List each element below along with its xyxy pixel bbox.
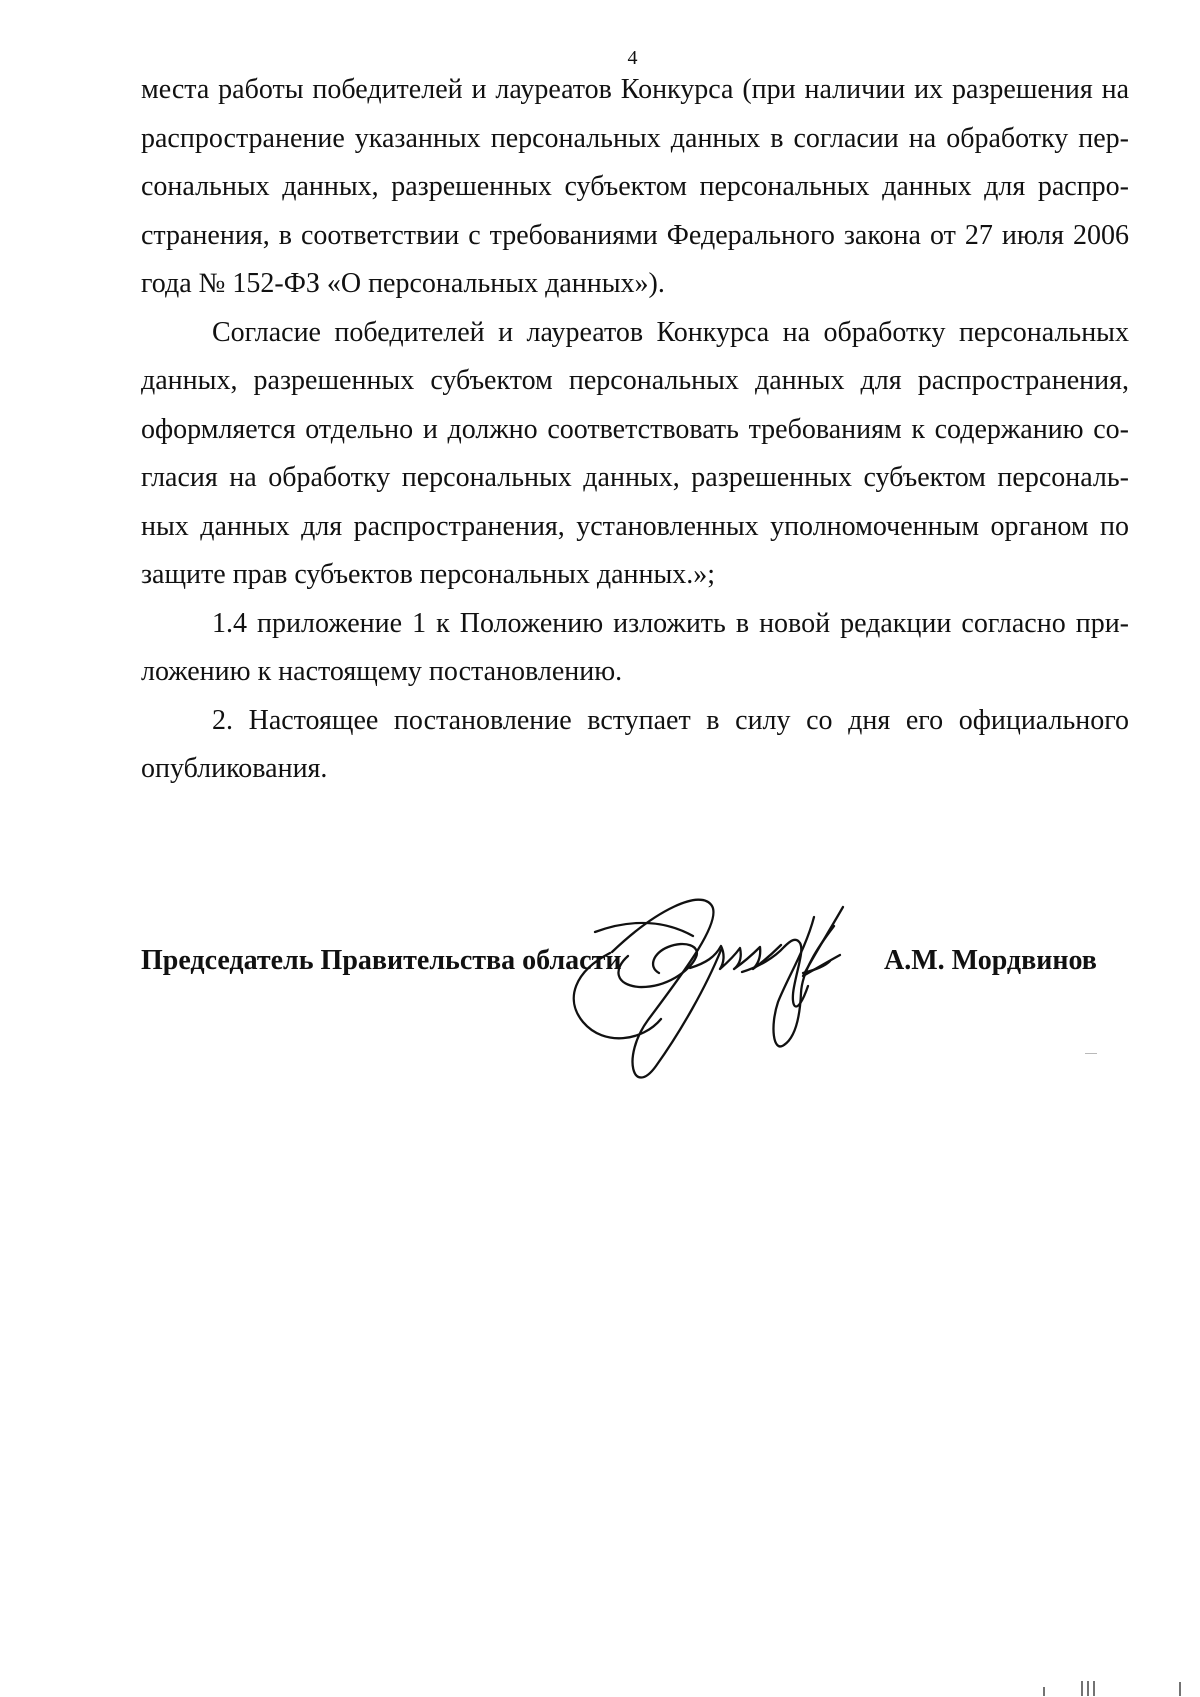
scan-bottom-marks (1040, 1672, 1190, 1697)
text-line: опубликования. (141, 753, 328, 784)
text-line: защите прав субъектов персональных данных.»; (141, 559, 716, 590)
handwritten-signature (570, 875, 930, 1090)
document-body (141, 66, 1129, 794)
paragraph-consent (141, 309, 1129, 600)
text-line: оформляется отдельно и должно соответствовать требованиям к содержанию со- (141, 413, 1129, 445)
signatory-title: Председатель Правительства области (141, 945, 622, 976)
text-line: странения, в соответствии с требованиями Федерального закона от 27 июля 2006 (141, 219, 1129, 251)
text-line: Согласие победителей и лауреатов Конкурса на обработку персональных (212, 316, 1129, 348)
text-line: ных данных для распространения, установленных уполномоченным органом по (141, 510, 1129, 542)
page-number: 4 (627, 47, 638, 69)
text-line: года № 152-ФЗ «О персональных данных»). (141, 268, 665, 299)
text-line: данных, разрешенных субъектом персональных данных для распространения, (141, 365, 1129, 396)
scan-mark (1085, 1053, 1097, 1054)
signatory-name: А.М. Мордвинов (884, 945, 1097, 976)
text-line: ложению к настоящему постановлению. (141, 656, 623, 687)
text-line: 2. Настоящее постановление вступает в силу со дня его официального (212, 704, 1129, 736)
text-line: места работы победителей и лауреатов Конкурса (при наличии их разрешения на (141, 74, 1129, 105)
paragraph-continuation (141, 66, 1129, 309)
paragraph-item-1-4 (141, 600, 1129, 697)
text-line: сональных данных, разрешенных субъектом персональных данных для распро- (141, 171, 1129, 202)
text-line: распространение указанных персональных данных в согласии на обработку пер- (141, 122, 1129, 154)
paragraph-item-2 (141, 697, 1129, 794)
text-line: 1.4 приложение 1 к Положению изложить в новой редакции согласно при- (212, 607, 1129, 639)
text-line: гласия на обработку персональных данных, разрешенных субъектом персональ- (141, 462, 1129, 493)
